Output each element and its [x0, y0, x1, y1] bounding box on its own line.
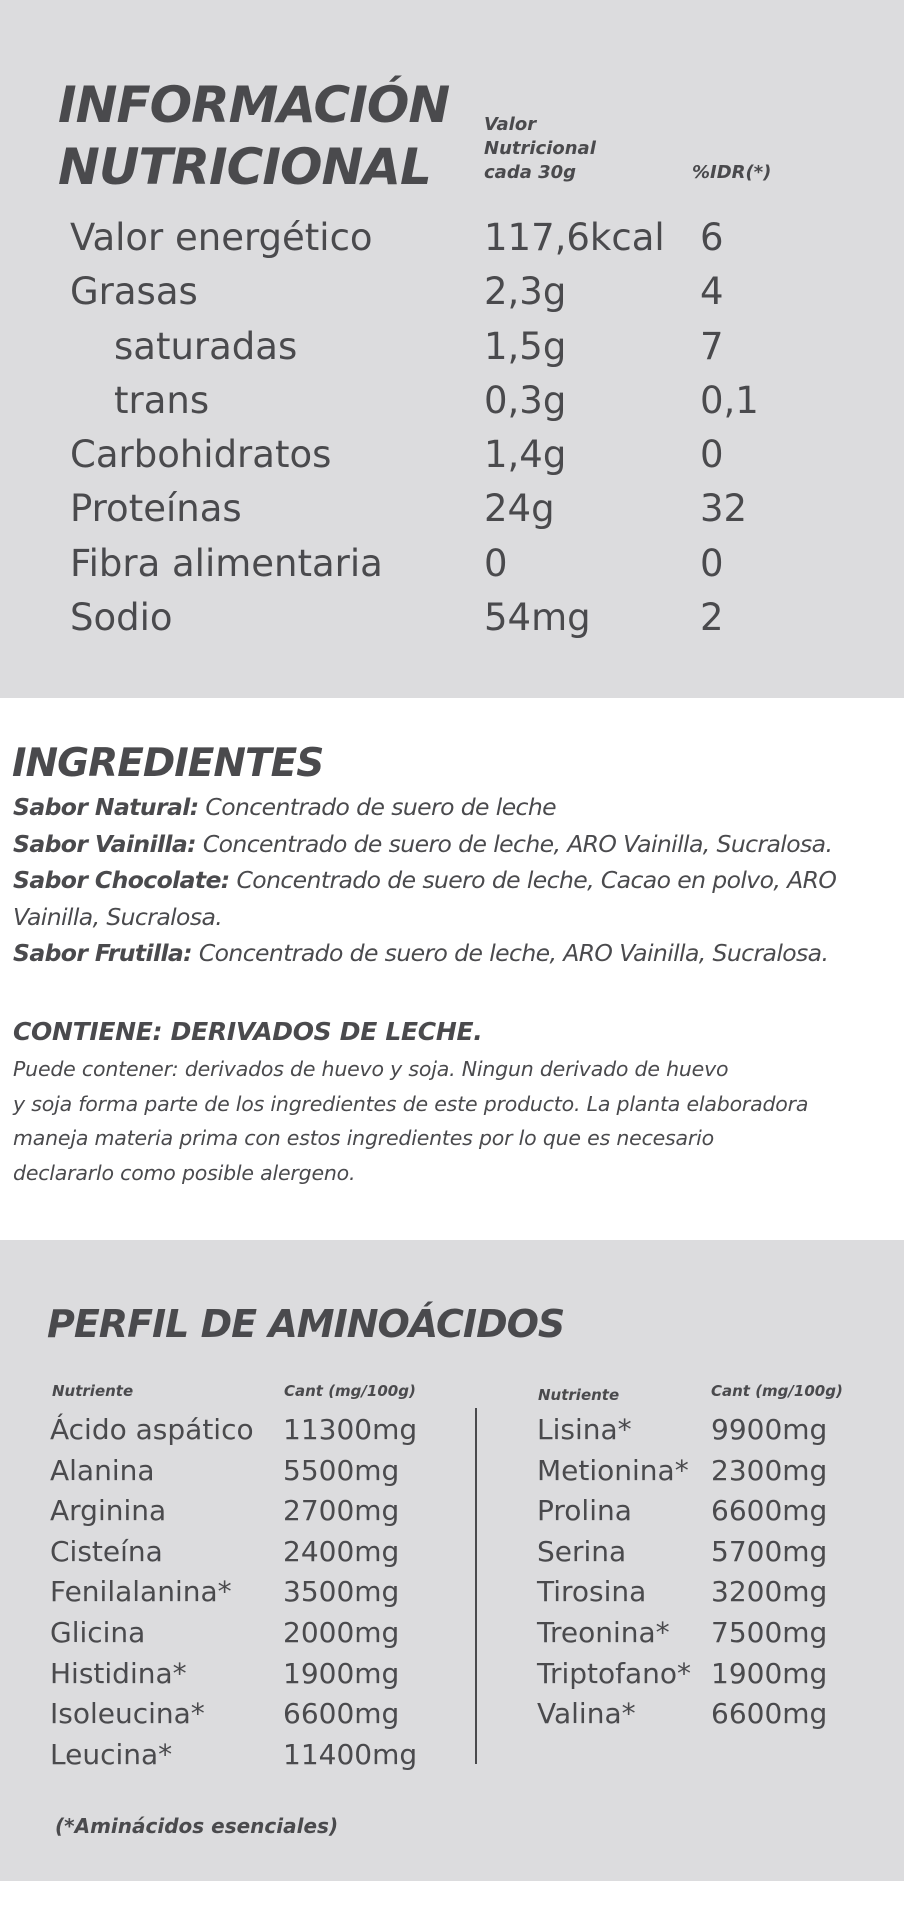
- amino-qty: 5700mg: [711, 1534, 828, 1568]
- amino-row: [50, 1451, 470, 1492]
- ingredient-line: [13, 862, 898, 899]
- nutrient-name: Sodio: [70, 596, 173, 640]
- amino-name: Serina: [537, 1534, 627, 1568]
- may-contain-line: maneja materia prima con estos ingredientes por lo que es necesario: [13, 1126, 714, 1150]
- ingredient-line: [13, 826, 898, 863]
- amino-row: [50, 1491, 470, 1532]
- ingredients-section: [0, 698, 904, 1240]
- amino-name: Tirosina: [537, 1575, 647, 1609]
- ingredient-line: [13, 935, 898, 972]
- ingredient-text: Concentrado de suero de leche, ARO Vainilla, Sucralosa.: [191, 939, 829, 968]
- amino-name: Cisteína: [50, 1534, 163, 1568]
- nutrition-row: [70, 428, 870, 482]
- amino-left-qty-header: Cant (mg/100g): [284, 1382, 416, 1400]
- amino-name: Valina*: [537, 1697, 636, 1731]
- amino-title: PERFIL DE AMINOÁCIDOS: [47, 1302, 565, 1346]
- nutrition-row: [70, 374, 870, 428]
- nutrient-idr: 7: [700, 324, 724, 368]
- nutrition-title: [58, 74, 449, 198]
- nutrient-name: trans: [114, 378, 210, 422]
- flavor-label: Sabor Vainilla:: [13, 829, 196, 858]
- amino-name: Leucina*: [50, 1737, 173, 1771]
- amino-qty: 3200mg: [711, 1575, 828, 1609]
- nutrient-value: 54mg: [484, 596, 591, 640]
- nutrient-idr: 2: [700, 596, 724, 640]
- amino-qty: 6600mg: [283, 1697, 400, 1731]
- amino-row: [50, 1694, 470, 1735]
- nutrient-value: 1,5g: [484, 324, 567, 368]
- amino-name: Isoleucina*: [50, 1697, 205, 1731]
- nutrient-name: Carbohidratos: [70, 433, 332, 477]
- amino-qty: 2300mg: [711, 1453, 828, 1487]
- nutrient-name: Fibra alimentaria: [70, 541, 383, 585]
- nutrition-table: [70, 211, 870, 645]
- nutrition-row: [70, 320, 870, 374]
- amino-right-nutrient-header: Nutriente: [538, 1386, 620, 1404]
- amino-name: Fenilalanina*: [50, 1575, 232, 1609]
- may-contain-line: y soja forma parte de los ingredientes de este producto. La planta elaboradora: [13, 1091, 809, 1116]
- amino-row: [537, 1451, 897, 1492]
- allergen-contains: CONTIENE: DERIVADOS DE LECHE.: [13, 1017, 483, 1046]
- amino-qty: 2400mg: [283, 1534, 400, 1568]
- ingredient-line: [13, 789, 898, 826]
- value-header-line: Nutricional: [484, 138, 596, 159]
- allergen-may-contain: [13, 1052, 898, 1190]
- nutrition-row: [70, 211, 870, 265]
- nutrient-value: 2,3g: [484, 270, 567, 314]
- amino-row: [50, 1735, 470, 1776]
- nutrient-idr: 6: [700, 216, 724, 259]
- nutrition-row: [70, 265, 870, 319]
- bottom-margin: [0, 1881, 904, 1920]
- amino-qty: 9900mg: [711, 1413, 828, 1446]
- amino-qty: 1900mg: [711, 1656, 828, 1690]
- amino-qty: 7500mg: [711, 1615, 828, 1649]
- ingredients-title: INGREDIENTES: [12, 741, 324, 786]
- amino-qty: 5500mg: [283, 1453, 400, 1487]
- amino-row: [50, 1410, 470, 1451]
- value-column-header: [484, 113, 634, 185]
- amino-qty: 11300mg: [283, 1413, 418, 1446]
- nutrient-value: 1,4g: [484, 433, 567, 477]
- may-contain-line: Puede contener: derivados de huevo y soja. Ningun derivado de huevo: [13, 1057, 729, 1081]
- amino-qty: 6600mg: [711, 1697, 828, 1731]
- amino-name: Glicina: [50, 1615, 146, 1649]
- ingredients-list: [13, 789, 898, 972]
- amino-name: Treonina*: [537, 1615, 670, 1649]
- may-contain-line: declararlo como posible alergeno.: [13, 1160, 356, 1185]
- amino-row: [50, 1532, 470, 1573]
- nutrition-title-line1: INFORMACIÓN: [58, 76, 450, 134]
- amino-right-column: [537, 1410, 897, 1735]
- amino-panel: [0, 1240, 904, 1881]
- nutrient-value: 0,3g: [484, 378, 567, 422]
- essential-footnote: (*Aminácidos esenciales): [55, 1814, 339, 1838]
- nutrient-idr: 0: [700, 541, 724, 585]
- amino-row: [537, 1532, 897, 1573]
- nutrient-name: Grasas: [70, 270, 198, 314]
- nutrition-title-line2: NUTRICIONAL: [58, 138, 431, 196]
- flavor-label: Sabor Frutilla:: [13, 939, 192, 968]
- amino-name: Metionina*: [537, 1453, 689, 1487]
- amino-row: [50, 1613, 470, 1654]
- amino-qty: 6600mg: [711, 1494, 828, 1528]
- amino-row: [537, 1572, 897, 1613]
- amino-row: [50, 1654, 470, 1695]
- ingredient-text: Concentrado de suero de leche, ARO Vainilla, Sucralosa.: [195, 829, 833, 858]
- nutrition-row: [70, 591, 870, 645]
- idr-column-header: %IDR(*): [692, 162, 772, 183]
- amino-row: [50, 1572, 470, 1613]
- amino-name: Ácido aspático: [50, 1413, 254, 1446]
- ingredient-text: Concentrado de suero de leche, Cacao en polvo, ARO: [229, 866, 837, 895]
- nutrient-name: Proteínas: [70, 487, 242, 531]
- amino-row: [537, 1491, 897, 1532]
- ingredient-text: Vainilla, Sucralosa.: [13, 902, 223, 931]
- flavor-label: Sabor Chocolate:: [13, 866, 230, 895]
- ingredient-text: Concentrado de suero de leche: [198, 793, 557, 821]
- amino-qty: 2700mg: [283, 1494, 400, 1528]
- nutrient-name: Valor energético: [70, 216, 373, 259]
- amino-name: Histidina*: [50, 1656, 187, 1690]
- amino-left-column: [50, 1410, 470, 1775]
- nutrition-row: [70, 482, 870, 536]
- value-header-line: cada 30g: [484, 162, 577, 183]
- nutrition-row: [70, 537, 870, 591]
- amino-qty: 3500mg: [283, 1575, 400, 1609]
- amino-row: [537, 1654, 897, 1695]
- amino-row: [537, 1694, 897, 1735]
- value-header-line: Valor: [484, 114, 537, 135]
- nutrient-idr: 0,1: [700, 378, 759, 422]
- amino-row: [537, 1613, 897, 1654]
- amino-qty: 1900mg: [283, 1656, 400, 1690]
- amino-row: [537, 1410, 897, 1451]
- nutrient-idr: 0: [700, 433, 724, 477]
- amino-qty: 2000mg: [283, 1615, 400, 1649]
- amino-right-qty-header: Cant (mg/100g): [711, 1382, 843, 1400]
- amino-qty: 11400mg: [283, 1737, 418, 1771]
- amino-name: Arginina: [50, 1494, 167, 1528]
- nutrient-idr: 32: [700, 487, 748, 531]
- amino-name: Lisina*: [537, 1413, 632, 1446]
- nutrient-name: saturadas: [114, 324, 298, 368]
- nutrient-value: 24g: [484, 487, 555, 531]
- column-divider: [475, 1408, 477, 1764]
- nutrient-value: 117,6kcal: [484, 216, 665, 259]
- ingredient-line: [13, 899, 898, 936]
- amino-name: Prolina: [537, 1494, 632, 1528]
- amino-name: Triptofano*: [537, 1656, 692, 1690]
- flavor-label: Sabor Natural:: [13, 793, 199, 821]
- amino-left-nutrient-header: Nutriente: [52, 1382, 134, 1400]
- nutrition-panel: [0, 0, 904, 698]
- nutrient-idr: 4: [700, 270, 724, 314]
- nutrient-value: 0: [484, 541, 508, 585]
- amino-name: Alanina: [50, 1453, 155, 1487]
